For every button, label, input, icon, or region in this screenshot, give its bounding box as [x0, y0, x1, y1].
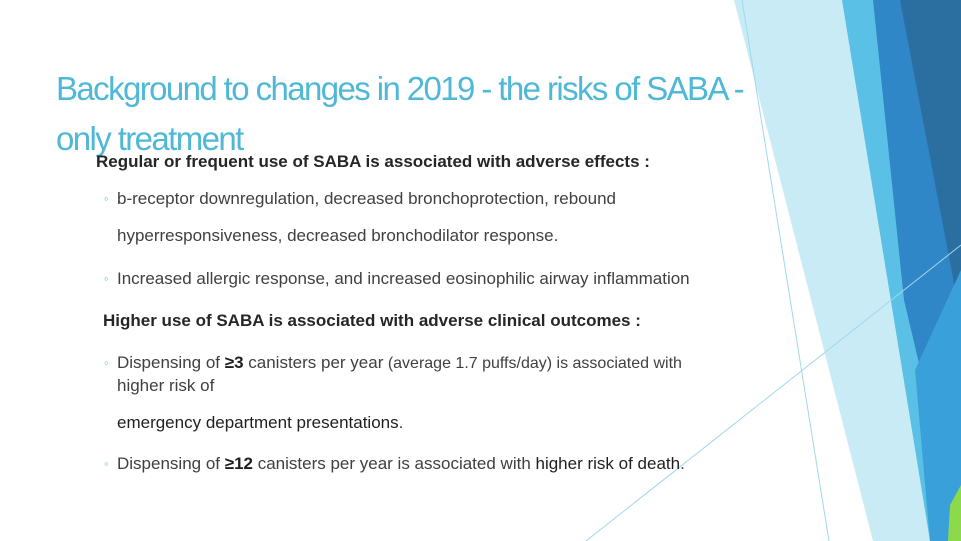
- bullet-marker: ◦: [104, 456, 109, 471]
- bullet-text: canisters per year is associated with: [252, 454, 536, 473]
- bullet-marker: ◦: [104, 355, 109, 370]
- section1-heading: Regular or frequent use of SABA is associated with adverse effects :: [96, 152, 650, 171]
- section1-bullet1-line1: b-receptor downregulation, decreased bronchoprotection, rebound: [117, 189, 616, 208]
- bullet-text: Dispensing of: [117, 454, 225, 473]
- section2-bullet1-line2: higher risk of: [117, 376, 215, 395]
- bullet-emphasis: emergency department presentations: [117, 413, 399, 432]
- section1-bullet2: Increased allergic response, and increased eosinophilic airway inflammation: [117, 269, 690, 288]
- section2-heading: Higher use of SABA is associated with adverse clinical outcomes :: [103, 311, 641, 330]
- bullet-text: .: [680, 454, 685, 473]
- bullet-text: is associated with: [552, 355, 682, 372]
- bullet-marker: ◦: [104, 271, 109, 286]
- bullet-text: Dispensing of: [117, 353, 225, 372]
- bullet-emphasis: ≥3: [224, 353, 244, 372]
- section1-bullet1-line2: hyperresponsiveness, decreased bronchodilator response.: [117, 226, 559, 245]
- slide-title: Background to changes in 2019 - the risks of SABA -only treatment: [56, 70, 744, 157]
- bullet-emphasis: ≥12: [224, 454, 253, 473]
- section2-bullet1-line1: [117, 353, 682, 373]
- bullet-text: canisters per year: [243, 353, 384, 372]
- section2-bullet1-line3: [117, 413, 403, 433]
- bullet-emphasis: higher risk of death: [535, 454, 681, 473]
- section2-bullet2: [117, 454, 685, 474]
- bullet-text: .: [398, 413, 404, 432]
- bullet-text: (average 1.7 puffs/day): [383, 355, 553, 372]
- bullet-marker: ◦: [104, 191, 109, 206]
